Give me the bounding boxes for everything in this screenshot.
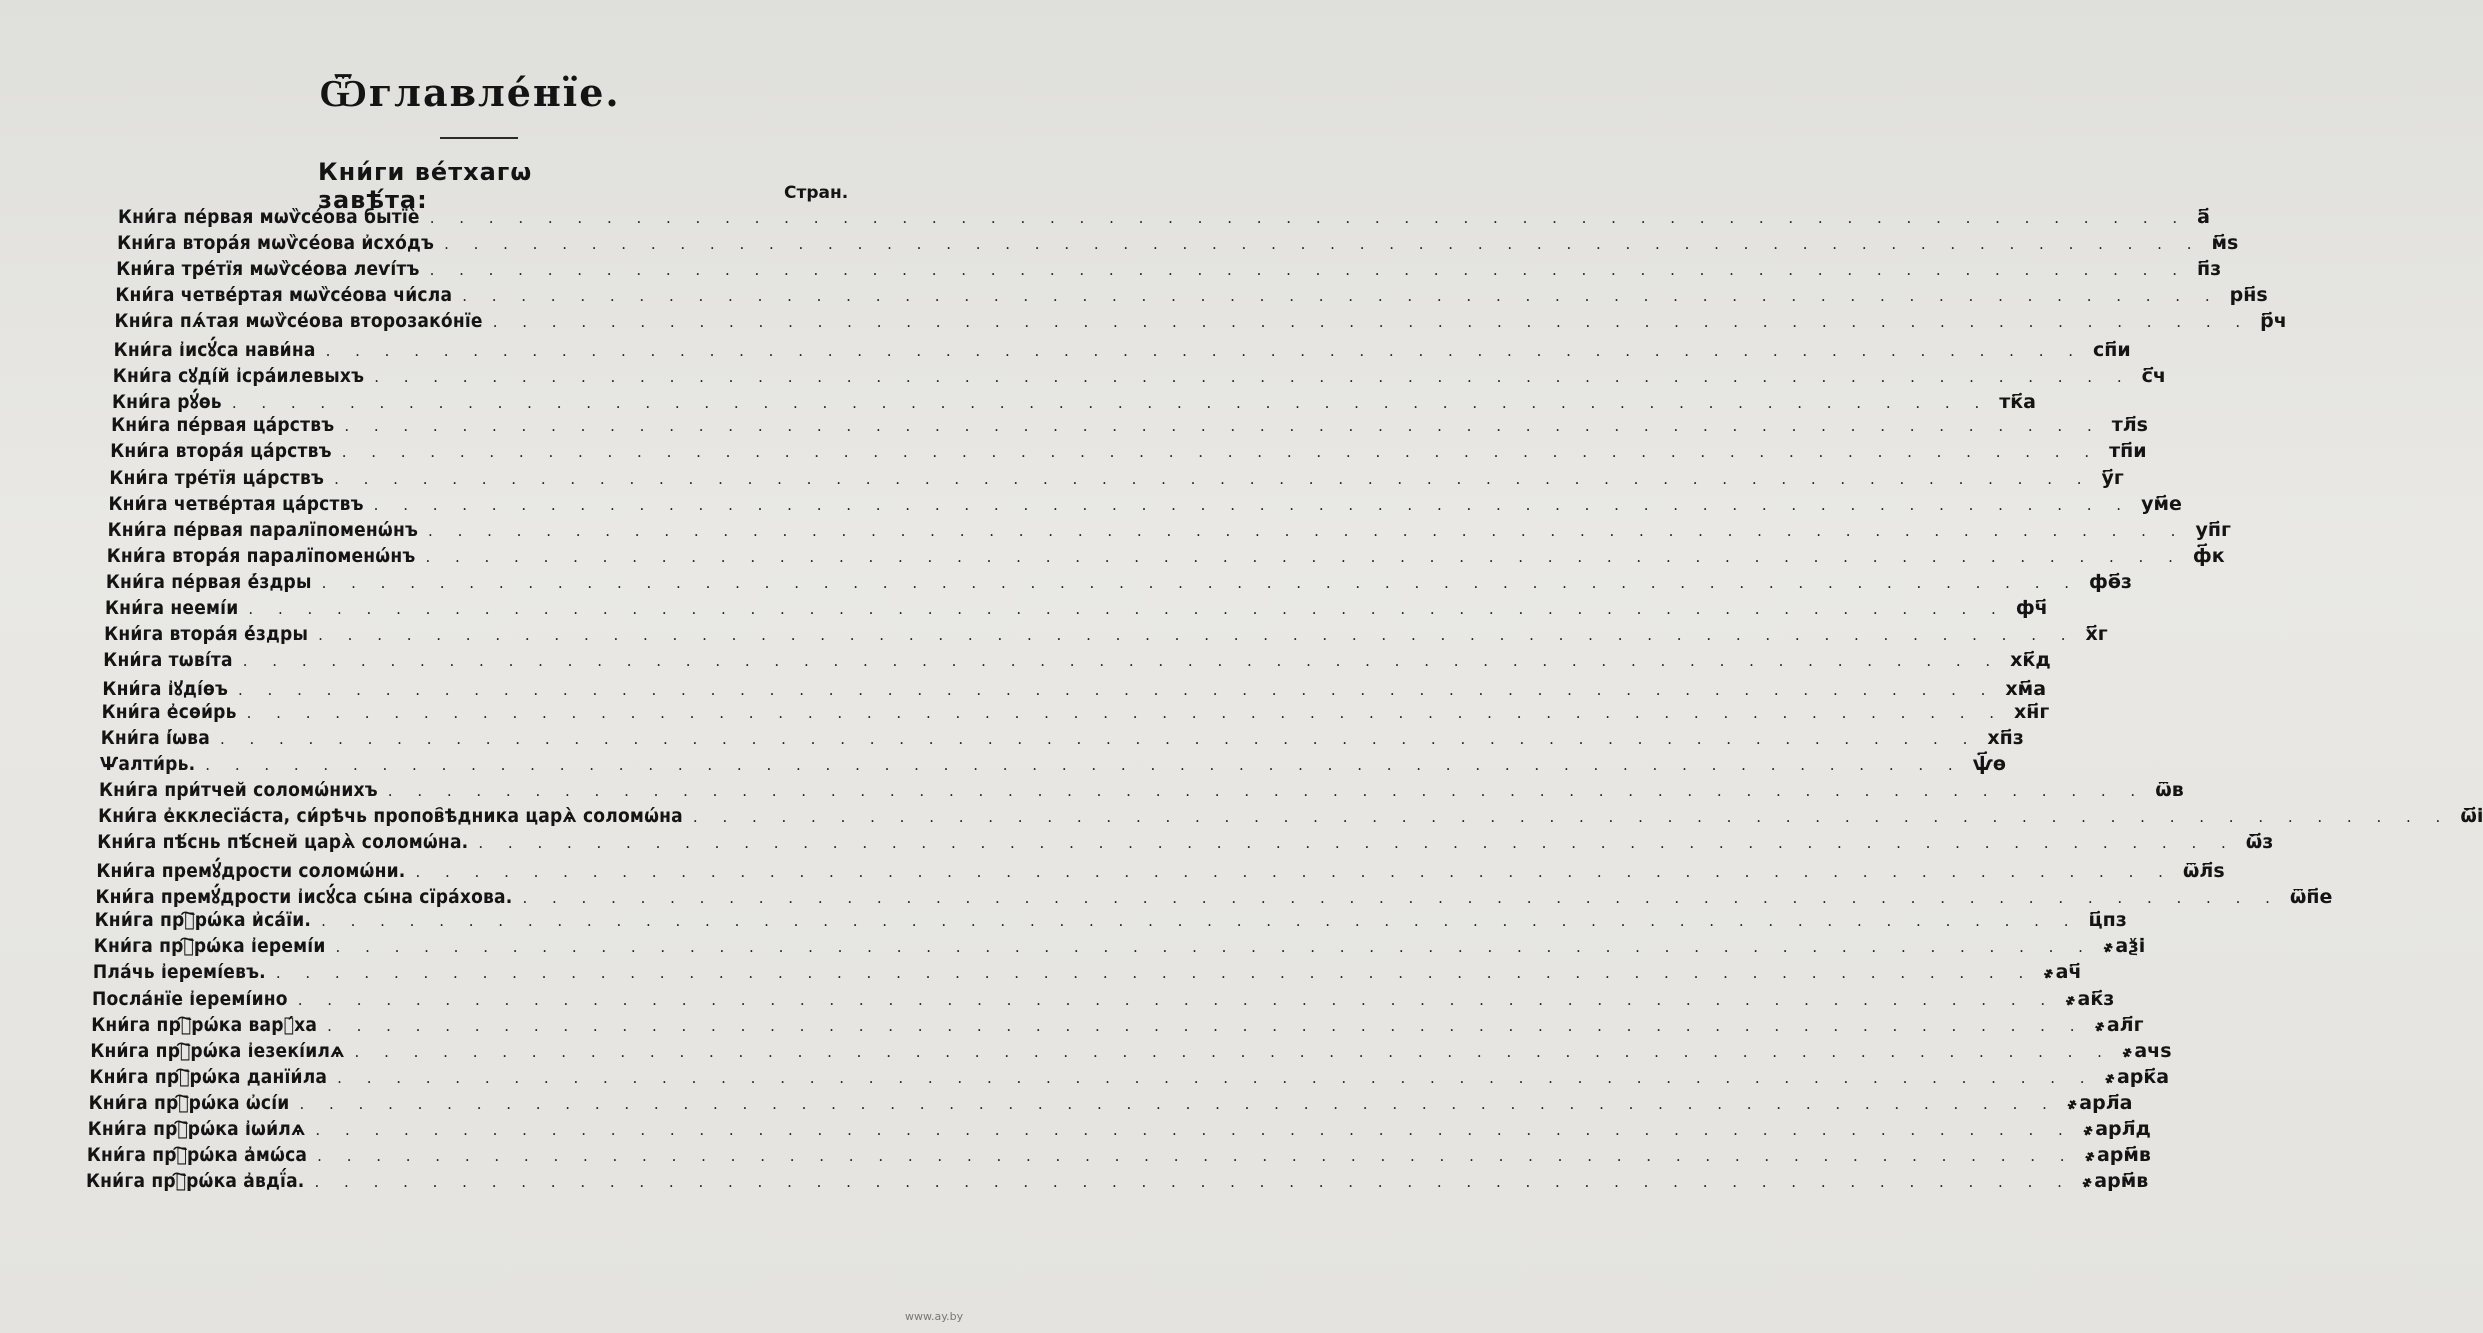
- leader-dots: . . . . . . . . . . . . . . . . . . . . . . . . . . . . . . . . . . . . . . . . . . . . . . . . . . . . . . . . . . . .: [335, 938, 2093, 957]
- page-column-label: Стран.: [784, 183, 849, 203]
- leader-dots: . . . . . . . . . . . . . . . . . . . . . . . . . . . . . . . . . . . . . . . . . . . . . . . . . . . . . . . . . . . .: [231, 394, 1990, 413]
- toc-entry-title: Кни́га при́тчей соломѡ́нихъ: [98, 779, 378, 802]
- toc-entry-title: Кни́га прⷪ҇рѡ́ка а҆мѡ́са: [86, 1143, 308, 1166]
- toc-entry: [94, 909, 2127, 934]
- toc-entry-page: рн҃ѕ: [2229, 284, 2268, 307]
- toc-entry-page: ҂ак҃з: [2065, 987, 2115, 1010]
- leader-dots: . . . . . . . . . . . . . . . . . . . . . . . . . . . . . . . . . . . . . . . . . . . . . . . . . . . . . . . . . . . .: [297, 990, 2056, 1009]
- toc-entry-title: Кни́га і҆́ѡва: [100, 727, 210, 749]
- toc-entry-page: ум҃е: [2141, 492, 2182, 515]
- toc-entry-title: Кни́га пе́рвая мѡѷсе́ова бытїѐ: [118, 206, 420, 228]
- toc-entry-page: ҂аѯі: [2102, 935, 2146, 958]
- leader-dots: . . . . . . . . . . . . . . . . . . . . . . . . . . . . . . . . . . . . . . . . . . . . . . . . . . . . . . . . . . . .: [341, 443, 2100, 462]
- toc-entry-page: хм҃а: [2005, 677, 2047, 700]
- leader-dots: . . . . . . . . . . . . . . . . . . . . . . . . . . . . . . . . . . . . . . . . . . . . . . . . . . . . . . . . . . . .: [248, 599, 2006, 618]
- toc-entry: [98, 805, 2483, 830]
- toc-entry-title: Посла́нїе і҆еремі́ино: [92, 987, 288, 1010]
- toc-entry: [96, 857, 2225, 883]
- toc-entry: [108, 492, 2182, 518]
- toc-entry-page: ҂арм҃в: [2084, 1143, 2151, 1166]
- toc-entry-title: Кни́га прⷪ҇рѡ́ка а҆вдї́а.: [86, 1169, 305, 1192]
- toc-entry-title: Кни́га прⷪ҇рѡ́ка данїи́ла: [89, 1065, 328, 1088]
- toc-entry: [116, 258, 2222, 283]
- toc-entry: [101, 700, 2050, 726]
- leader-dots: . . . . . . . . . . . . . . . . . . . . . . . . . . . . . . . . . . . . . . . . . . . . . . . . . . . . . . . . . . . .: [275, 964, 2034, 983]
- toc-entry-page: ҂арм҃в: [2081, 1169, 2149, 1192]
- leader-dots: . . . . . . . . . . . . . . . . . . . . . . . . . . . . . . . . . . . . . . . . . . . . . . . . . . . . . . . . . . . .: [415, 863, 2173, 882]
- toc-entry-page: у҃г: [2101, 466, 2124, 489]
- toc-entry-page: х҃г: [2085, 622, 2108, 645]
- toc-entry-title: Кни́га четве́ртая ца́рствъ: [108, 492, 364, 515]
- toc-entry-title: Кни́га прⷪ҇рѡ́ка ѡ҆сі́и: [88, 1091, 290, 1114]
- leader-dots: . . . . . . . . . . . . . . . . . . . . . . . . . . . . . . . . . . . . . . . . . . . . . . . . . . . . . . . . . . . .: [478, 834, 2236, 853]
- toc-entry-title: Кни́га пе́рвая е҆́здры: [105, 570, 312, 593]
- toc-entry-title: Кни́га втора́я е҆́здры: [104, 622, 309, 645]
- leader-dots: . . . . . . . . . . . . . . . . . . . . . . . . . . . . . . . . . . . . . . . . . . . . . . . . . . . . . . . . . . . .: [387, 782, 2146, 801]
- toc-entry: [102, 675, 2047, 700]
- toc-entry-title: Кни́га е҆кклесїа́ста, си́рѣчь пропов҄ѣдника царѧ̀ соломѡ́на: [98, 805, 683, 828]
- toc-entry-title: Кни́га тре́тїя мѡѷсе́ова леѵі́тъ: [116, 258, 420, 281]
- toc-entry: [109, 466, 2124, 492]
- toc-entry-title: Кни́га премꙋ́дрости і҆исꙋ́са сы́на сїра́хова.: [95, 886, 513, 909]
- toc-entry-page: п҃з: [2196, 258, 2222, 281]
- leader-dots: . . . . . . . . . . . . . . . . . . . . . . . . . . . . . . . . . . . . . . . . . . . . . . . . . . . . . . . . . . . .: [429, 261, 2187, 280]
- toc-entry-page: ҂ач҃: [2043, 961, 2082, 984]
- toc-entry-page: а҃: [2197, 206, 2210, 228]
- toc-entry: [90, 1039, 2172, 1065]
- toc-entry-title: Кни́га е҆сѳи́рь: [101, 700, 237, 723]
- toc-entry: [87, 1117, 2151, 1143]
- toc-entry: [104, 622, 2108, 648]
- toc-entry-page: ѿ҃і: [2460, 805, 2483, 828]
- toc-entry-title: Кни́га пе́рвая паралїпоменѡ́нъ: [107, 518, 419, 541]
- leader-dots: . . . . . . . . . . . . . . . . . . . . . . . . . . . . . . . . . . . . . . . . . . . . . . . . . . . . . . . . . . . .: [334, 469, 2092, 488]
- toc-entry-page: фч҃: [2015, 596, 2048, 619]
- toc-entry-page: тл҃ѕ: [2111, 414, 2148, 437]
- toc-entry-title: Кни́га тѡві́та: [103, 648, 233, 671]
- leader-dots: . . . . . . . . . . . . . . . . . . . . . . . . . . . . . . . . . . . . . . . . . . . . . . . . . . . . . . . . . . . .: [444, 235, 2202, 254]
- toc-entry-page: ѿп҃е: [2289, 886, 2333, 909]
- toc-entry: [114, 310, 2287, 335]
- toc-entry: [115, 284, 2268, 309]
- watermark: www.ay.by: [905, 1310, 964, 1323]
- leader-dots: . . . . . . . . . . . . . . . . . . . . . . . . . . . . . . . . . . . . . . . . . . . . . . . . . . . . . . . . . . . .: [337, 1068, 2095, 1087]
- toc-entry-page: ф҃к: [2192, 544, 2225, 567]
- leader-dots: . . . . . . . . . . . . . . . . . . . . . . . . . . . . . . . . . . . . . . . . . . . . . . . . . . . . . . . . . . . .: [238, 680, 1996, 699]
- leader-dots: . . . . . . . . . . . . . . . . . . . . . . . . . . . . . . . . . . . . . . . . . . . . . . . . . . . . . . . . . . . .: [327, 1016, 2085, 1035]
- leader-dots: . . . . . . . . . . . . . . . . . . . . . . . . . . . . . . . . . . . . . . . . . . . . . . . . . . . . . . . . . . . .: [321, 912, 2079, 931]
- toc-entry-title: Пла́чь і҆еремі́евъ.: [92, 961, 266, 984]
- leader-dots: . . . . . . . . . . . . . . . . . . . . . . . . . . . . . . . . . . . . . . . . . . . . . . . . . . . . . . . . . . . .: [321, 573, 2080, 592]
- toc-entry-page: тп҃и: [2109, 440, 2147, 463]
- toc-entry: [106, 544, 2225, 570]
- toc-entry-title: Кни́га четве́ртая мѡѷсе́ова чи́сла: [115, 284, 453, 307]
- leader-dots: . . . . . . . . . . . . . . . . . . . . . . . . . . . . . . . . . . . . . . . . . . . . . . . . . . . . . . . . . . . .: [205, 756, 1963, 775]
- toc-entry: [105, 570, 2132, 596]
- page-title: Ѿглавле́нїе.: [319, 70, 621, 115]
- toc-entry: [118, 206, 2210, 231]
- toc-entry-title: Кни́га пѧ́тая мѡѷсе́ова второзако́нїе: [114, 310, 483, 333]
- toc-entry-title: Кни́га прⷪ҇рѡ́ка варꙋ́ха: [91, 1013, 318, 1036]
- toc-entry-page: ҂ачѕ: [2121, 1039, 2172, 1062]
- leader-dots: . . . . . . . . . . . . . . . . . . . . . . . . . . . . . . . . . . . . . . . . . . . . . . . . . . . . . . . . . . . .: [522, 889, 2280, 908]
- toc-entry-page: м҃ѕ: [2211, 232, 2239, 255]
- toc-entry-title: Кни́га прⷪ҇рѡ́ка і҆еремі́и: [93, 935, 326, 958]
- toc-entry: [113, 336, 2131, 362]
- leader-dots: . . . . . . . . . . . . . . . . . . . . . . . . . . . . . . . . . . . . . . . . . . . . . . . . . . . . . . . . . . . .: [242, 651, 2001, 670]
- toc-entry: [105, 596, 2048, 622]
- toc-entry: [97, 831, 2274, 856]
- leader-dots: . . . . . . . . . . . . . . . . . . . . . . . . . . . . . . . . . . . . . . . . . . . . . . . . . . . . . . . . . . . .: [325, 342, 2084, 361]
- toc-entry-title: Кни́га втора́я паралїпоменѡ́нъ: [106, 544, 416, 567]
- leader-dots: . . . . . . . . . . . . . . . . . . . . . . . . . . . . . . . . . . . . . . . . . . . . . . . . . . . . . . . . . . . .: [314, 1172, 2072, 1191]
- toc-entry-title: Кни́га прⷪ҇рѡ́ка і҆ѡи́лѧ: [87, 1117, 306, 1140]
- toc-entry: [86, 1143, 2151, 1169]
- toc-entry-page: уп҃г: [2195, 518, 2231, 541]
- toc-entry-page: ҂арк҃а: [2104, 1065, 2170, 1088]
- toc-entry-title: Ѱалти́рь.: [99, 753, 196, 776]
- toc-entry-page: сп҃и: [2093, 339, 2131, 362]
- toc-entry: [112, 362, 2166, 388]
- toc-entry-title: Кни́га рꙋ́ѳь: [111, 391, 222, 414]
- leader-dots: . . . . . . . . . . . . . . . . . . . . . . . . . . . . . . . . . . . . . . . . . . . . . . . . . . . . . . . . . . . .: [354, 1042, 2112, 1061]
- toc-entry-page: ц҃пз: [2088, 909, 2127, 932]
- leader-dots: . . . . . . . . . . . . . . . . . . . . . . . . . . . . . . . . . . . . . . . . . . . . . . . . . . . . . . . . . . . .: [373, 495, 2132, 514]
- leader-dots: . . . . . . . . . . . . . . . . . . . . . . . . . . . . . . . . . . . . . . . . . . . . . . . . . . . . . . . . . . . .: [428, 521, 2186, 540]
- toc-entry-title: Кни́га втора́я ца́рствъ: [110, 440, 332, 463]
- leader-dots: . . . . . . . . . . . . . . . . . . . . . . . . . . . . . . . . . . . . . . . . . . . . . . . . . . . . . . . . . . . .: [299, 1094, 2057, 1113]
- toc-entry-title: Кни́га пе́рвая ца́рствъ: [111, 414, 335, 437]
- toc-entry-title: Кни́га втора́я мѡѷсе́ова и҆схо́дъ: [117, 232, 435, 255]
- toc-entry-page: ҂ал҃г: [2094, 1013, 2144, 1036]
- leader-dots: . . . . . . . . . . . . . . . . . . . . . . . . . . . . . . . . . . . . . . . . . . . . . . . . . . . . . . . . . . . .: [462, 287, 2220, 306]
- toc-entry: [110, 440, 2147, 465]
- toc-entry: [99, 753, 2006, 778]
- toc-entry-title: Кни́га прⷪ҇рѡ́ка и҆са́їи.: [94, 909, 312, 932]
- toc-entry-page: ѿ҃з: [2245, 831, 2274, 854]
- toc-entry-title: Кни́га і҆исꙋ́са нави́на: [113, 339, 316, 362]
- leader-dots: . . . . . . . . . . . . . . . . . . . . . . . . . . . . . . . . . . . . . . . . . . . . . . . . . . . . . . . . . . . .: [315, 1120, 2073, 1139]
- toc-entry-page: ѿл҃ѕ: [2182, 860, 2225, 883]
- toc-entry-title: Кни́га премꙋ́дрости соломѡ́ни.: [96, 860, 406, 883]
- leader-dots: . . . . . . . . . . . . . . . . . . . . . . . . . . . . . . . . . . . . . . . . . . . . . . . . . . . . . . . . . . . .: [246, 703, 2005, 722]
- toc-entry: [92, 987, 2115, 1013]
- toc-entry-title: Кни́га і҆ꙋді́ѳъ: [102, 677, 229, 700]
- leader-dots: . . . . . . . . . . . . . . . . . . . . . . . . . . . . . . . . . . . . . . . . . . . . . . . . . . . . . . . . . . . .: [317, 1146, 2075, 1165]
- toc-entry: [95, 883, 2333, 909]
- toc-entry: [117, 232, 2239, 257]
- toc-entry: [100, 727, 2024, 752]
- toc-entry: [88, 1091, 2133, 1117]
- toc-entry-page: хп҃з: [1987, 727, 2024, 749]
- toc-entry-title: Кни́га пѣ́снь пѣ́сней царѧ̀ соломѡ́на.: [97, 831, 469, 854]
- toc-entry: [86, 1169, 2149, 1195]
- toc-entry: [107, 518, 2231, 544]
- toc-entry: [91, 1013, 2144, 1039]
- toc-entry-title: Кни́га прⷪ҇рѡ́ка і҆езекі́илѧ: [90, 1039, 345, 1062]
- leader-dots: . . . . . . . . . . . . . . . . . . . . . . . . . . . . . . . . . . . . . . . . . . . . . . . . . . . . . . . . . . . .: [425, 547, 2183, 566]
- leader-dots: . . . . . . . . . . . . . . . . . . . . . . . . . . . . . . . . . . . . . . . . . . . . . . . . . . . . . . . . . . . .: [344, 417, 2102, 436]
- toc-entry: [92, 961, 2082, 986]
- toc-entry: [111, 388, 2036, 414]
- leader-dots: . . . . . . . . . . . . . . . . . . . . . . . . . . . . . . . . . . . . . . . . . . . . . . . . . . . . . . . . . . . .: [374, 368, 2132, 387]
- toc-entry-title: Кни́га тре́тїя ца́рствъ: [109, 466, 325, 489]
- leader-dots: . . . . . . . . . . . . . . . . . . . . . . . . . . . . . . . . . . . . . . . . . . . . . . . . . . . . . . . . . . . .: [692, 808, 2451, 827]
- toc-entry-page: ѿв: [2155, 779, 2184, 802]
- toc-entry-page: ѱ҃ѳ: [1972, 753, 2006, 776]
- leader-dots: . . . . . . . . . . . . . . . . . . . . . . . . . . . . . . . . . . . . . . . . . . . . . . . . . . . . . . . . . . . .: [219, 730, 1978, 748]
- toc-entry: [103, 648, 2051, 674]
- toc-entry: [98, 779, 2184, 804]
- toc-entry-page: тк҃а: [1999, 391, 2036, 414]
- toc-entry: [93, 935, 2146, 960]
- toc-entry-page: ҂арл҃а: [2066, 1091, 2133, 1114]
- leader-dots: . . . . . . . . . . . . . . . . . . . . . . . . . . . . . . . . . . . . . . . . . . . . . . . . . . . . . . . . . . . .: [429, 209, 2188, 227]
- toc-entry-page: р҃ч: [2260, 310, 2287, 333]
- toc-entry-title: Кни́га неемі́и: [105, 596, 239, 619]
- toc-entry-page: фѳ҃з: [2089, 570, 2132, 593]
- section-heading: Кни́ги ве́тхагѡ завѣ́та:: [318, 158, 533, 214]
- toc-entry: [111, 414, 2148, 439]
- leader-dots: . . . . . . . . . . . . . . . . . . . . . . . . . . . . . . . . . . . . . . . . . . . . . . . . . . . . . . . . . . . .: [318, 625, 2076, 644]
- toc-entry: [89, 1065, 2170, 1091]
- toc-entry-page: хн҃г: [2014, 700, 2050, 723]
- toc-entry-page: с҃ч: [2141, 365, 2166, 388]
- toc-entry-page: ҂арл҃д: [2082, 1117, 2151, 1140]
- toc-entry-page: хк҃д: [2010, 648, 2051, 671]
- leader-dots: . . . . . . . . . . . . . . . . . . . . . . . . . . . . . . . . . . . . . . . . . . . . . . . . . . . . . . . . . . . .: [492, 313, 2251, 332]
- toc-entry-title: Кни́га сꙋді́й і҆сра́илевыхъ: [112, 365, 365, 388]
